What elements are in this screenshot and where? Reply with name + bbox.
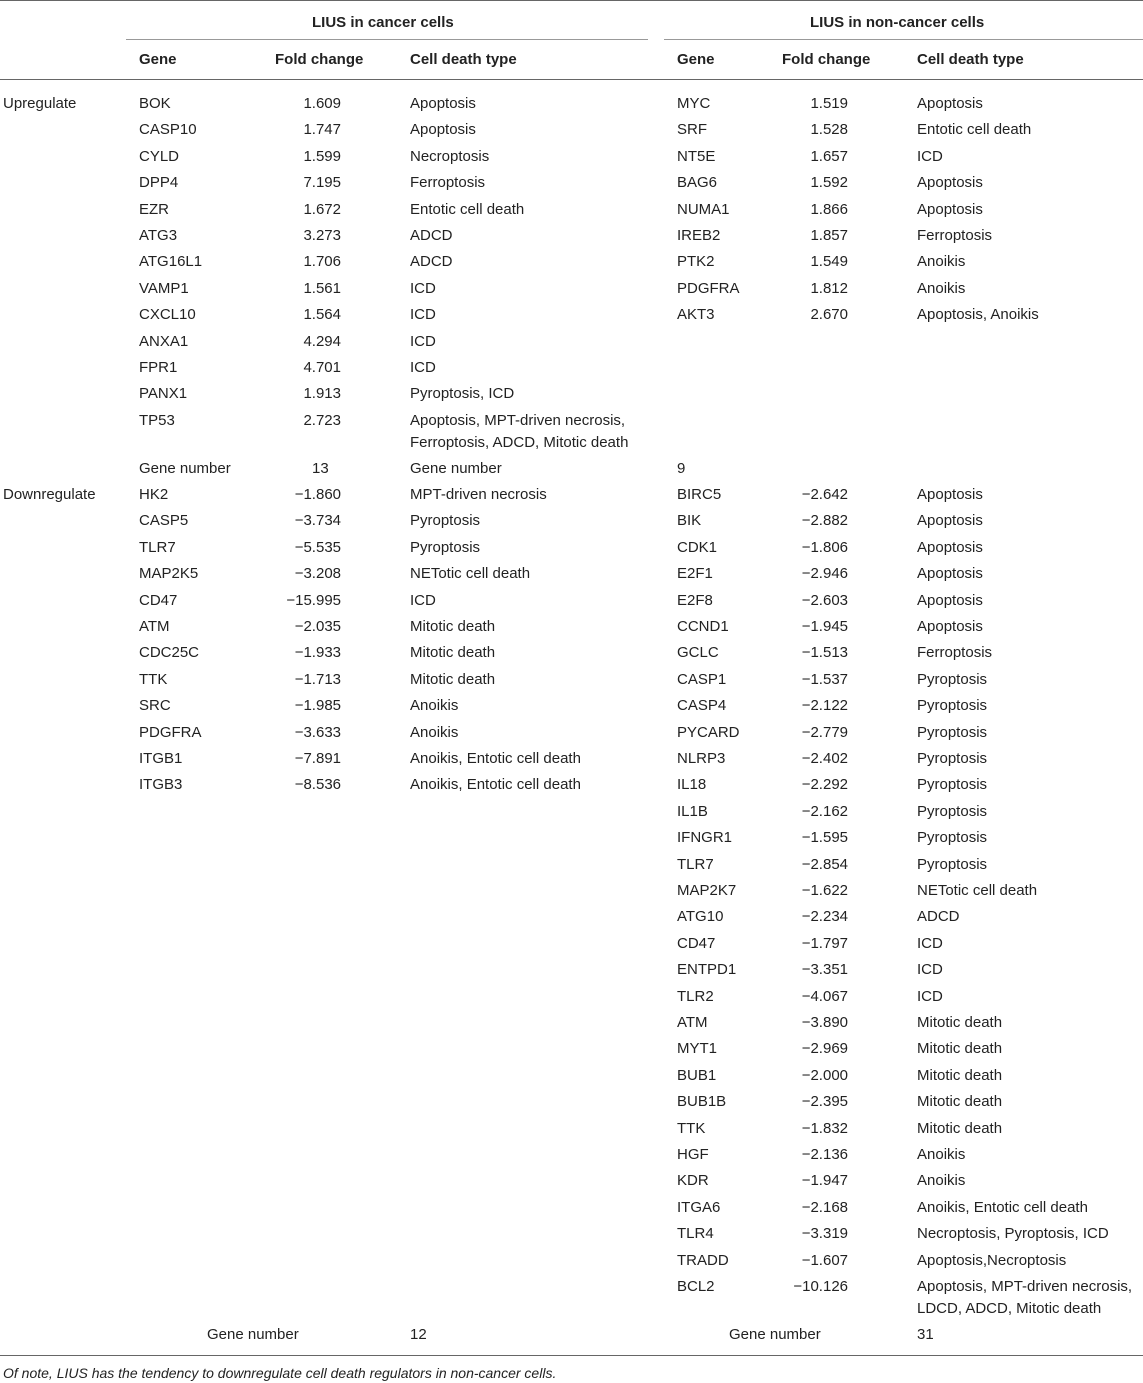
noncancer-up-gene: BAG6	[677, 174, 718, 192]
cancer-up-gene: ATG16L1	[139, 253, 203, 271]
noncancer-up-type: Apoptosis, Anoikis	[917, 306, 1039, 324]
cancer-up-fold: 1.599	[303, 147, 341, 165]
cancer-up-type: Necroptosis	[410, 147, 490, 165]
noncancer-down-fold: −3.351	[801, 961, 848, 979]
cancer-down-type: Mitotic death	[410, 670, 496, 688]
noncancer-down-gene: ITGA6	[677, 1198, 721, 1216]
cancer-down-fold: −3.633	[294, 723, 341, 741]
cancer-down-type: Anoikis	[410, 723, 459, 741]
cancer-down-gene: TLR7	[139, 538, 176, 556]
noncancer-down-gene: E2F1	[677, 565, 713, 583]
cancer-down-type: Pyroptosis	[410, 538, 481, 556]
cancer-down-gene: TTK	[139, 670, 168, 688]
noncancer-down-gene: ATM	[677, 1014, 708, 1031]
noncancer-up-type: Anoikis	[917, 253, 966, 271]
noncancer-down-gene: CDK1	[677, 538, 718, 556]
noncancer-down-type: Ferroptosis	[917, 644, 993, 662]
noncancer-down-gene: TTK	[677, 1119, 706, 1137]
noncancer-down-type: ICD	[917, 961, 943, 979]
cancer-up-gene: TP53	[139, 411, 175, 429]
cancer-down-gene: CASP5	[139, 512, 189, 530]
cancer-down-type: Mitotic death	[410, 644, 496, 662]
noncancer-down-type: Mitotic death	[917, 1014, 1003, 1031]
bottom-rule	[0, 1355, 1143, 1356]
noncancer-down-type: Pyroptosis	[917, 829, 988, 847]
cancer-down-fold: −3.208	[294, 565, 341, 583]
noncancer-down-fold: −2.162	[801, 802, 848, 820]
noncancer-down-fold: −1.595	[801, 829, 848, 847]
cancer-down-fold: −5.535	[294, 538, 341, 556]
noncancer-up-gene: SRF	[677, 121, 707, 139]
noncancer-up-type: Entotic cell death	[917, 121, 1032, 139]
cancer-fold-header: Fold change	[275, 51, 364, 68]
noncancer-down-fold: −2.234	[801, 908, 848, 926]
noncancer-down-type: Pyroptosis	[917, 855, 988, 873]
noncancer-up-fold: 1.657	[810, 147, 848, 165]
cancer-up-fold: 1.561	[303, 279, 341, 297]
cancer-down-type: Anoikis, Entotic cell death	[410, 750, 581, 767]
cancer-down-fold: −2.035	[294, 618, 341, 635]
noncancer-up-gene: MYC	[677, 95, 711, 112]
noncancer-down-gene: BIK	[677, 512, 702, 530]
noncancer-down-fold: −1.607	[801, 1251, 848, 1269]
noncancer-down-type: ICD	[917, 987, 943, 1005]
noncancer-up-fold: 1.592	[810, 174, 848, 192]
cancer-up-gene: ANXA1	[139, 332, 189, 350]
noncancer-up-fold: 1.549	[810, 253, 848, 271]
cancer-up-type: Apoptosis	[410, 121, 476, 139]
cancer-down-type: MPT-driven necrosis	[410, 486, 547, 503]
up-cancer-count-value: 13	[312, 460, 329, 477]
noncancer-down-type: Mitotic death	[917, 1093, 1003, 1111]
cancer-down-gene: MAP2K5	[139, 565, 199, 583]
noncancer-down-fold: −2.395	[801, 1093, 848, 1111]
header-rule	[0, 79, 1143, 80]
cancer-up-gene: FPR1	[139, 359, 178, 376]
noncancer-down-fold: −1.947	[801, 1172, 848, 1190]
cancer-up-fold: 1.609	[303, 95, 341, 112]
noncancer-down-fold: −3.890	[801, 1014, 848, 1031]
noncancer-down-type: Apoptosis	[917, 565, 983, 583]
cancer-up-type: Pyroptosis, ICD	[410, 385, 515, 403]
noncancer-down-gene: TLR2	[677, 987, 714, 1005]
noncancer-down-type: Mitotic death	[917, 1066, 1003, 1084]
noncancer-down-gene: CASP1	[677, 670, 727, 688]
noncancer-up-type: ICD	[917, 147, 943, 165]
cancer-up-type: ICD	[410, 332, 436, 350]
noncancer-up-type: Apoptosis	[917, 95, 983, 112]
noncancer-up-fold: 1.857	[810, 227, 848, 244]
cancer-up-fold: 1.706	[303, 253, 341, 271]
noncancer-up-gene: NT5E	[677, 147, 716, 165]
noncancer-down-fold: −2.000	[801, 1066, 848, 1084]
noncancer-down-gene: E2F8	[677, 591, 713, 609]
cancer-down-type: NETotic cell death	[410, 565, 531, 583]
cancer-up-type: Apoptosis, MPT-driven necrosis,	[410, 411, 626, 429]
cancer-up-gene: VAMP1	[139, 279, 189, 297]
cancer-up-fold: 1.564	[303, 306, 341, 324]
noncancer-down-type: NETotic cell death	[917, 882, 1038, 899]
noncancer-fold-header: Fold change	[782, 51, 871, 68]
cancer-down-type: Pyroptosis	[410, 512, 481, 530]
top-rule	[0, 0, 1143, 1]
noncancer-down-type: Apoptosis,Necroptosis	[917, 1251, 1067, 1269]
cancer-up-type: ADCD	[410, 253, 453, 271]
cancer-up-gene: CXCL10	[139, 306, 196, 324]
noncancer-down-gene: TRADD	[677, 1251, 729, 1269]
cancer-up-type: ICD	[410, 306, 436, 324]
cancer-down-type: Mitotic death	[410, 618, 496, 635]
cancer-up-fold: 4.294	[303, 332, 341, 350]
cancer-down-gene: HK2	[139, 486, 169, 503]
noncancer-down-fold: −2.882	[801, 512, 848, 530]
cancer-up-type: Ferroptosis	[410, 174, 486, 192]
cancer-up-gene: BOK	[139, 95, 171, 112]
noncancer-down-gene: TLR4	[677, 1225, 714, 1243]
up-cancer-count-label: Gene number	[139, 460, 231, 477]
cancer-up-gene: DPP4	[139, 174, 179, 192]
noncancer-down-type: Mitotic death	[917, 1040, 1003, 1058]
noncancer-up-gene: PTK2	[677, 253, 715, 271]
noncancer-down-fold: −4.067	[801, 987, 848, 1005]
noncancer-down-gene: BUB1B	[677, 1093, 727, 1111]
noncancer-down-gene: ENTPD1	[677, 961, 737, 979]
cancer-down-type: ICD	[410, 591, 436, 609]
noncancer-down-fold: −1.622	[801, 882, 848, 899]
cancer-down-type: Anoikis, Entotic cell death	[410, 776, 581, 794]
cancer-down-fold: −15.995	[286, 591, 341, 609]
cancer-group-rule	[126, 39, 648, 40]
noncancer-down-type: Pyroptosis	[917, 670, 988, 688]
noncancer-down-fold: −2.136	[801, 1146, 848, 1163]
noncancer-down-gene: KDR	[677, 1172, 709, 1190]
noncancer-down-gene: IFNGR1	[677, 829, 733, 847]
noncancer-down-gene: PYCARD	[677, 723, 740, 741]
noncancer-down-type: Pyroptosis	[917, 723, 988, 741]
noncancer-down-gene: IL1B	[677, 802, 708, 820]
noncancer-gene-header: Gene	[677, 51, 715, 68]
cancer-up-type: ICD	[410, 359, 436, 376]
cancer-up-fold: 1.672	[303, 200, 341, 218]
cancer-down-fold: −1.933	[294, 644, 341, 662]
noncancer-down-fold: −10.126	[793, 1278, 848, 1295]
noncancer-down-type: ADCD	[917, 908, 960, 926]
noncancer-down-fold: −2.292	[801, 776, 848, 794]
cancer-up-fold: 4.701	[303, 359, 341, 376]
cancer-down-fold: −1.985	[294, 697, 341, 715]
cancer-up-fold: 1.747	[303, 121, 341, 139]
noncancer-down-gene: BUB1	[677, 1066, 717, 1084]
noncancer-down-gene: BCL2	[677, 1278, 715, 1295]
footnote: Of note, LIUS has the tendency to downregulate cell death regulators in non-cancer cells.	[3, 1365, 557, 1381]
noncancer-down-type: Mitotic death	[917, 1119, 1003, 1137]
cancer-down-gene: ITGB3	[139, 776, 183, 794]
noncancer-down-type: Apoptosis	[917, 486, 983, 503]
noncancer-up-type: Apoptosis	[917, 174, 983, 192]
noncancer-down-type: Anoikis	[917, 1146, 966, 1163]
noncancer-up-gene: PDGFRA	[677, 279, 740, 297]
noncancer-down-type-cont: LDCD, ADCD, Mitotic death	[917, 1300, 1102, 1317]
noncancer-up-gene: NUMA1	[677, 200, 730, 218]
noncancer-down-gene: TLR7	[677, 855, 714, 873]
down-noncancer-count-value: 31	[917, 1326, 934, 1343]
noncancer-down-fold: −2.603	[801, 591, 848, 609]
up-noncancer-count-label: Gene number	[410, 460, 502, 477]
noncancer-up-type: Ferroptosis	[917, 227, 993, 244]
cancer-down-type: Anoikis	[410, 697, 459, 715]
cancer-down-gene: ATM	[139, 618, 170, 635]
noncancer-up-gene: IREB2	[677, 227, 721, 244]
noncancer-down-type: Anoikis, Entotic cell death	[917, 1198, 1088, 1216]
noncancer-down-fold: −2.168	[801, 1198, 848, 1216]
noncancer-down-fold: −2.642	[801, 486, 848, 503]
noncancer-down-fold: −1.513	[801, 644, 848, 662]
cancer-gene-header: Gene	[139, 51, 177, 68]
cancer-up-fold: 7.195	[303, 174, 341, 192]
noncancer-down-gene: MYT1	[677, 1040, 718, 1058]
cancer-up-gene: PANX1	[139, 385, 188, 403]
noncancer-down-gene: GCLC	[677, 644, 719, 662]
cancer-down-gene: SRC	[139, 697, 171, 715]
noncancer-down-type: Apoptosis	[917, 538, 983, 556]
noncancer-up-fold: 1.528	[810, 121, 848, 139]
noncancer-down-fold: −2.854	[801, 855, 848, 873]
noncancer-down-fold: −1.806	[801, 538, 848, 556]
section-upregulate: Upregulate	[3, 95, 77, 112]
cancer-up-type-cont: Ferroptosis, ADCD, Mitotic death	[410, 433, 629, 451]
noncancer-up-gene: AKT3	[677, 306, 715, 324]
noncancer-group-header: LIUS in non-cancer cells	[810, 14, 985, 31]
cancer-down-fold: −1.713	[294, 670, 341, 688]
cancer-up-fold: 3.273	[303, 227, 341, 244]
down-noncancer-count-label: Gene number	[729, 1326, 821, 1343]
cancer-up-gene: EZR	[139, 200, 169, 218]
noncancer-down-type: ICD	[917, 934, 943, 952]
noncancer-up-type: Apoptosis	[917, 200, 983, 218]
noncancer-down-type: Anoikis	[917, 1172, 966, 1190]
cancer-down-fold: −8.536	[294, 776, 341, 794]
noncancer-down-gene: MAP2K7	[677, 882, 737, 899]
noncancer-down-gene: BIRC5	[677, 486, 722, 503]
noncancer-down-type: Apoptosis	[917, 591, 983, 609]
noncancer-down-gene: CASP4	[677, 697, 727, 715]
noncancer-down-gene: NLRP3	[677, 750, 726, 767]
cancer-down-gene: ITGB1	[139, 750, 183, 767]
cancer-down-gene: CD47	[139, 591, 178, 609]
cancer-up-gene: CYLD	[139, 147, 180, 165]
noncancer-down-type: Apoptosis	[917, 512, 983, 530]
noncancer-down-type: Pyroptosis	[917, 750, 988, 767]
noncancer-down-fold: −1.945	[801, 618, 848, 635]
cancer-up-fold: 2.723	[303, 411, 341, 429]
cancer-down-fold: −7.891	[294, 750, 341, 767]
noncancer-down-fold: −2.122	[801, 697, 848, 715]
up-noncancer-count-value: 9	[677, 460, 686, 477]
cancer-up-type: ICD	[410, 279, 436, 297]
noncancer-group-rule	[664, 39, 1143, 40]
cancer-up-type: ADCD	[410, 227, 453, 244]
noncancer-down-type: Pyroptosis	[917, 802, 988, 820]
noncancer-down-gene: IL18	[677, 776, 707, 794]
noncancer-up-fold: 1.812	[810, 279, 848, 297]
section-downregulate: Downregulate	[3, 486, 96, 503]
noncancer-down-gene: HGF	[677, 1146, 709, 1163]
noncancer-down-gene: CD47	[677, 934, 716, 952]
noncancer-up-fold: 1.866	[810, 200, 848, 218]
cancer-down-gene: CDC25C	[139, 644, 200, 662]
cancer-up-fold: 1.913	[303, 385, 341, 403]
cancer-up-gene: ATG3	[139, 227, 178, 244]
cancer-down-gene: PDGFRA	[139, 723, 202, 741]
down-cancer-count-label: Gene number	[207, 1326, 299, 1343]
noncancer-down-fold: −3.319	[801, 1225, 848, 1243]
noncancer-down-fold: −1.832	[801, 1119, 848, 1137]
noncancer-down-fold: −2.402	[801, 750, 848, 767]
noncancer-down-fold: −1.537	[801, 670, 848, 688]
cancer-group-header: LIUS in cancer cells	[312, 14, 454, 31]
cancer-up-type: Apoptosis	[410, 95, 476, 112]
noncancer-down-fold: −1.797	[801, 934, 848, 952]
noncancer-down-fold: −2.779	[801, 723, 848, 741]
noncancer-down-type: Pyroptosis	[917, 776, 988, 794]
cancer-up-gene: CASP10	[139, 121, 197, 139]
noncancer-up-fold: 2.670	[810, 306, 848, 324]
noncancer-up-type: Anoikis	[917, 279, 966, 297]
noncancer-up-fold: 1.519	[810, 95, 848, 112]
noncancer-down-type: Apoptosis, MPT-driven necrosis,	[917, 1278, 1133, 1295]
down-cancer-count-value: 12	[410, 1326, 427, 1343]
noncancer-down-gene: CCND1	[677, 618, 729, 635]
noncancer-down-fold: −2.969	[801, 1040, 848, 1058]
noncancer-down-type: Pyroptosis	[917, 697, 988, 715]
noncancer-type-header: Cell death type	[917, 51, 1024, 68]
cancer-type-header: Cell death type	[410, 51, 517, 68]
cancer-up-type: Entotic cell death	[410, 200, 525, 218]
noncancer-down-type: Necroptosis, Pyroptosis, ICD	[917, 1225, 1109, 1243]
noncancer-down-gene: ATG10	[677, 908, 724, 926]
cancer-down-fold: −1.860	[294, 486, 341, 503]
cancer-down-fold: −3.734	[294, 512, 341, 530]
noncancer-down-fold: −2.946	[801, 565, 848, 583]
noncancer-down-type: Apoptosis	[917, 618, 983, 635]
